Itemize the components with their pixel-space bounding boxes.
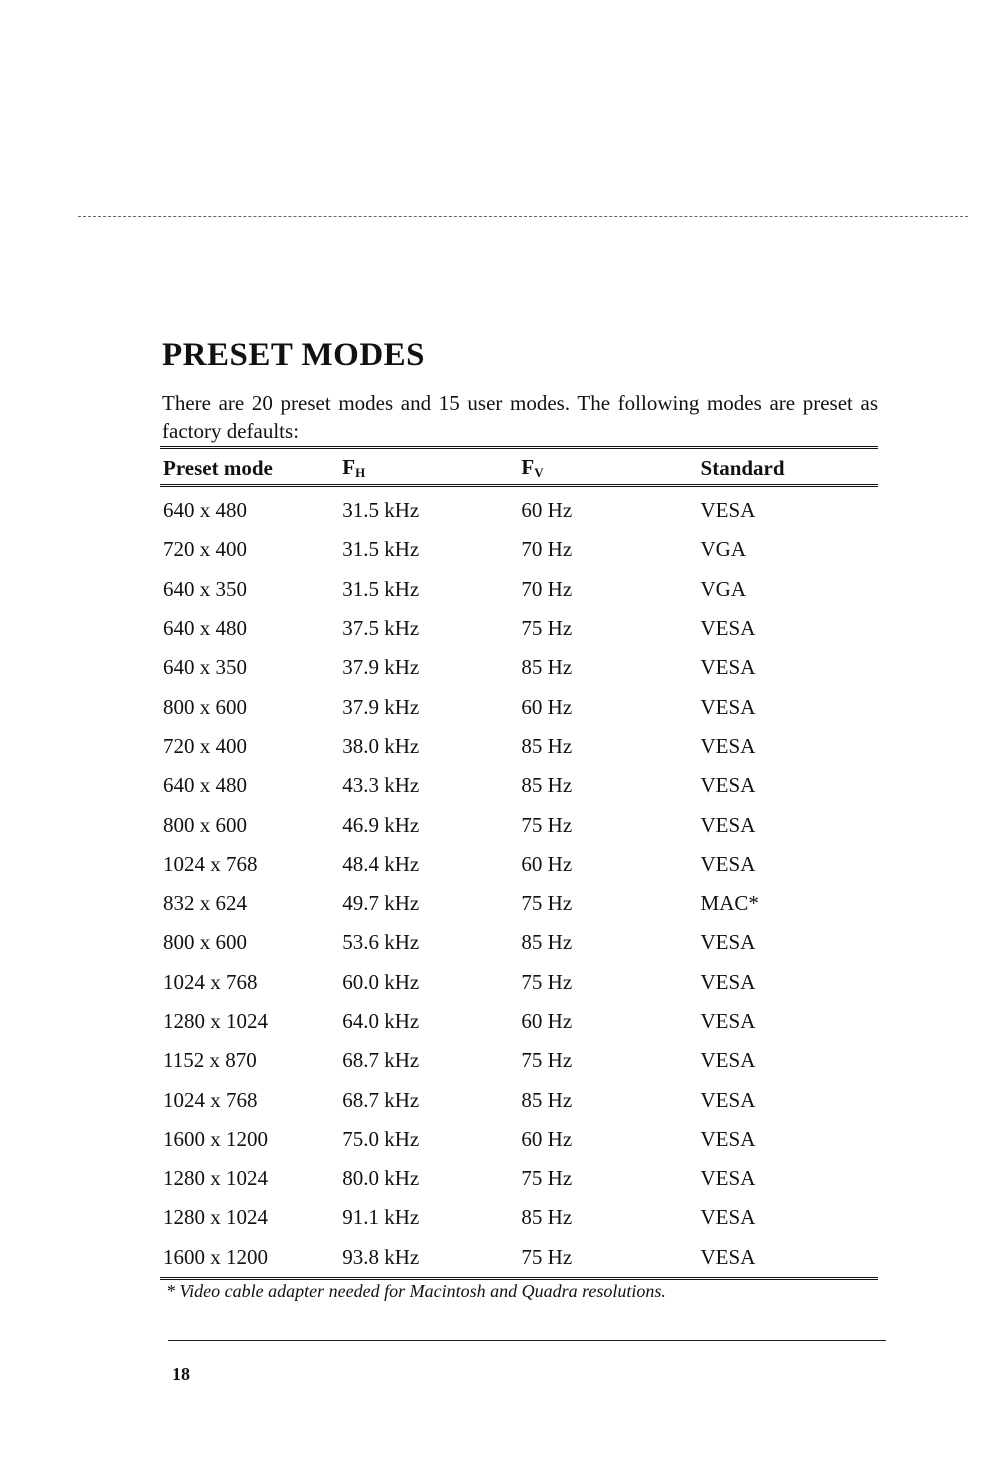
cell-fh: 37.9 kHz [342,655,420,680]
cell-fh: 53.6 kHz [342,930,420,955]
cell-fv: 75 Hz [521,1048,573,1073]
cell-fv: 85 Hz [521,733,573,758]
cell-preset-mode: 1600 x 1200 [163,1126,268,1151]
cell-fv: 60 Hz [521,498,573,523]
table-row [160,1080,878,1119]
cell-preset-mode: 1152 x 870 [163,1048,257,1073]
cell-standard: VESA [700,1205,756,1230]
cell-fv: 75 Hz [521,891,573,916]
cell-fv: 85 Hz [521,930,573,955]
table-row [160,805,878,844]
cell-fh: 91.1 kHz [342,1205,420,1230]
cell-fh: 37.9 kHz [342,694,420,719]
cell-fh: 37.5 kHz [342,616,420,641]
page-number: 18 [172,1364,190,1384]
table-row [160,1198,878,1237]
header-fh-base: F [342,455,356,479]
cell-fh: 93.8 kHz [342,1238,521,1279]
cell-fv: 75 Hz [521,616,573,641]
table-row [160,1238,878,1279]
cell-standard: VESA [700,733,756,758]
cell-preset-mode: 800 x 600 [163,930,247,955]
cell-fv: 85 Hz [521,655,573,680]
cell-preset-mode: 720 x 400 [163,537,247,562]
cell-fh: 68.7 kHz [342,1087,420,1112]
table-row [160,727,878,766]
table-row [160,766,878,805]
preset-modes-table [160,446,878,1280]
cell-standard: VESA [700,694,756,719]
cell-fv: 75 Hz [521,1166,573,1191]
cell-fv: 75 Hz [521,969,573,994]
intro-paragraph: There are 20 preset modes and 15 user modes. The following modes are preset as factory defaults: [162,391,878,443]
header-fv-subscript: V [534,465,544,480]
cell-fv: 60 Hz [521,851,573,876]
header-preset-mode: Preset mode [160,448,342,486]
table-row [160,963,878,1002]
cell-standard: VGA [700,576,747,601]
cell-preset-mode: 1600 x 1200 [160,1238,342,1279]
table-row [160,1120,878,1159]
table-row [160,1041,878,1080]
table-row [160,884,878,923]
cell-fv: 60 Hz [521,1009,573,1033]
cell-fh: 49.7 kHz [342,891,420,916]
cell-standard: VESA [700,1166,756,1191]
header-fv-base: F [521,455,535,479]
cell-standard: VGA [700,537,747,562]
cell-fv: 75 Hz [521,1238,700,1279]
bottom-rule [168,1340,886,1341]
cell-fh: 60.0 kHz [342,969,420,994]
table-row [160,530,878,569]
header-fv [521,448,700,486]
header-standard: Standard [701,448,878,486]
cell-fh: 31.5 kHz [342,498,420,523]
cell-standard: VESA [700,1048,756,1073]
table-row [160,648,878,687]
cell-standard: VESA [700,1009,756,1033]
cell-standard: VESA [700,1087,756,1112]
table-header [160,448,878,486]
cell-standard: VESA [700,1126,756,1151]
cell-preset-mode: 1280 x 1024 [163,1205,268,1230]
cell-preset-mode: 640 x 350 [163,576,247,601]
cell-fh: 46.9 kHz [342,812,420,837]
cell-fh: 31.5 kHz [342,576,420,601]
cell-preset-mode: 1024 x 768 [163,969,258,994]
cell-standard: VESA [700,930,756,955]
cell-preset-mode: 1280 x 1024 [163,1009,268,1033]
table-row [160,1002,878,1041]
cell-fv: 85 Hz [521,773,573,798]
cell-fh: 80.0 kHz [342,1166,420,1191]
cell-standard: VESA [700,773,756,798]
cell-fh: 75.0 kHz [342,1126,420,1151]
table-row [160,687,878,726]
cell-preset-mode: 640 x 480 [163,616,247,641]
cell-fh: 48.4 kHz [342,851,420,876]
cell-fv: 60 Hz [521,694,573,719]
table-row [160,845,878,884]
table-row [160,609,878,648]
cell-standard: VESA [700,498,756,523]
cell-preset-mode: 1280 x 1024 [163,1166,268,1191]
cell-preset-mode: 640 x 480 [163,773,247,798]
cell-preset-mode: 800 x 600 [163,812,247,837]
cell-fv: 70 Hz [521,576,573,601]
cell-standard: VESA [700,616,756,641]
cell-preset-mode: 640 x 480 [163,498,247,523]
cell-preset-mode: 832 x 624 [163,891,247,916]
cell-preset-mode: 640 x 350 [163,655,247,680]
cell-fh: 64.0 kHz [342,1009,420,1033]
cell-fh: 31.5 kHz [342,537,420,562]
cell-fv: 85 Hz [521,1205,573,1230]
cell-standard: MAC* [700,891,759,916]
cell-fv: 85 Hz [521,1087,573,1112]
top-dashed-rule [78,216,968,217]
cell-preset-mode: 1024 x 768 [163,851,258,876]
cell-fv: 75 Hz [521,812,573,837]
footnote: * Video cable adapter needed for Macintosh and Quadra resolutions. [166,1281,666,1301]
header-fh [342,448,521,486]
table-row [160,486,878,531]
cell-standard: VESA [700,655,756,680]
table-row [160,923,878,962]
table-row [160,1159,878,1198]
table-row [160,570,878,609]
cell-standard: VESA [701,1238,878,1279]
cell-standard: VESA [700,812,756,837]
cell-preset-mode: 1024 x 768 [163,1087,258,1112]
cell-preset-mode: 800 x 600 [163,694,247,719]
cell-preset-mode: 720 x 400 [163,733,247,758]
cell-fv: 70 Hz [521,537,573,562]
section-title: PRESET MODES [162,337,426,373]
header-fh-subscript: H [355,465,366,480]
cell-standard: VESA [700,851,756,876]
cell-standard: VESA [700,969,756,994]
cell-fh: 43.3 kHz [342,773,420,798]
cell-fh: 68.7 kHz [342,1048,420,1073]
cell-fh: 38.0 kHz [342,733,420,758]
header-row [160,448,878,486]
cell-fv: 60 Hz [521,1126,573,1151]
table-body [160,486,878,1279]
